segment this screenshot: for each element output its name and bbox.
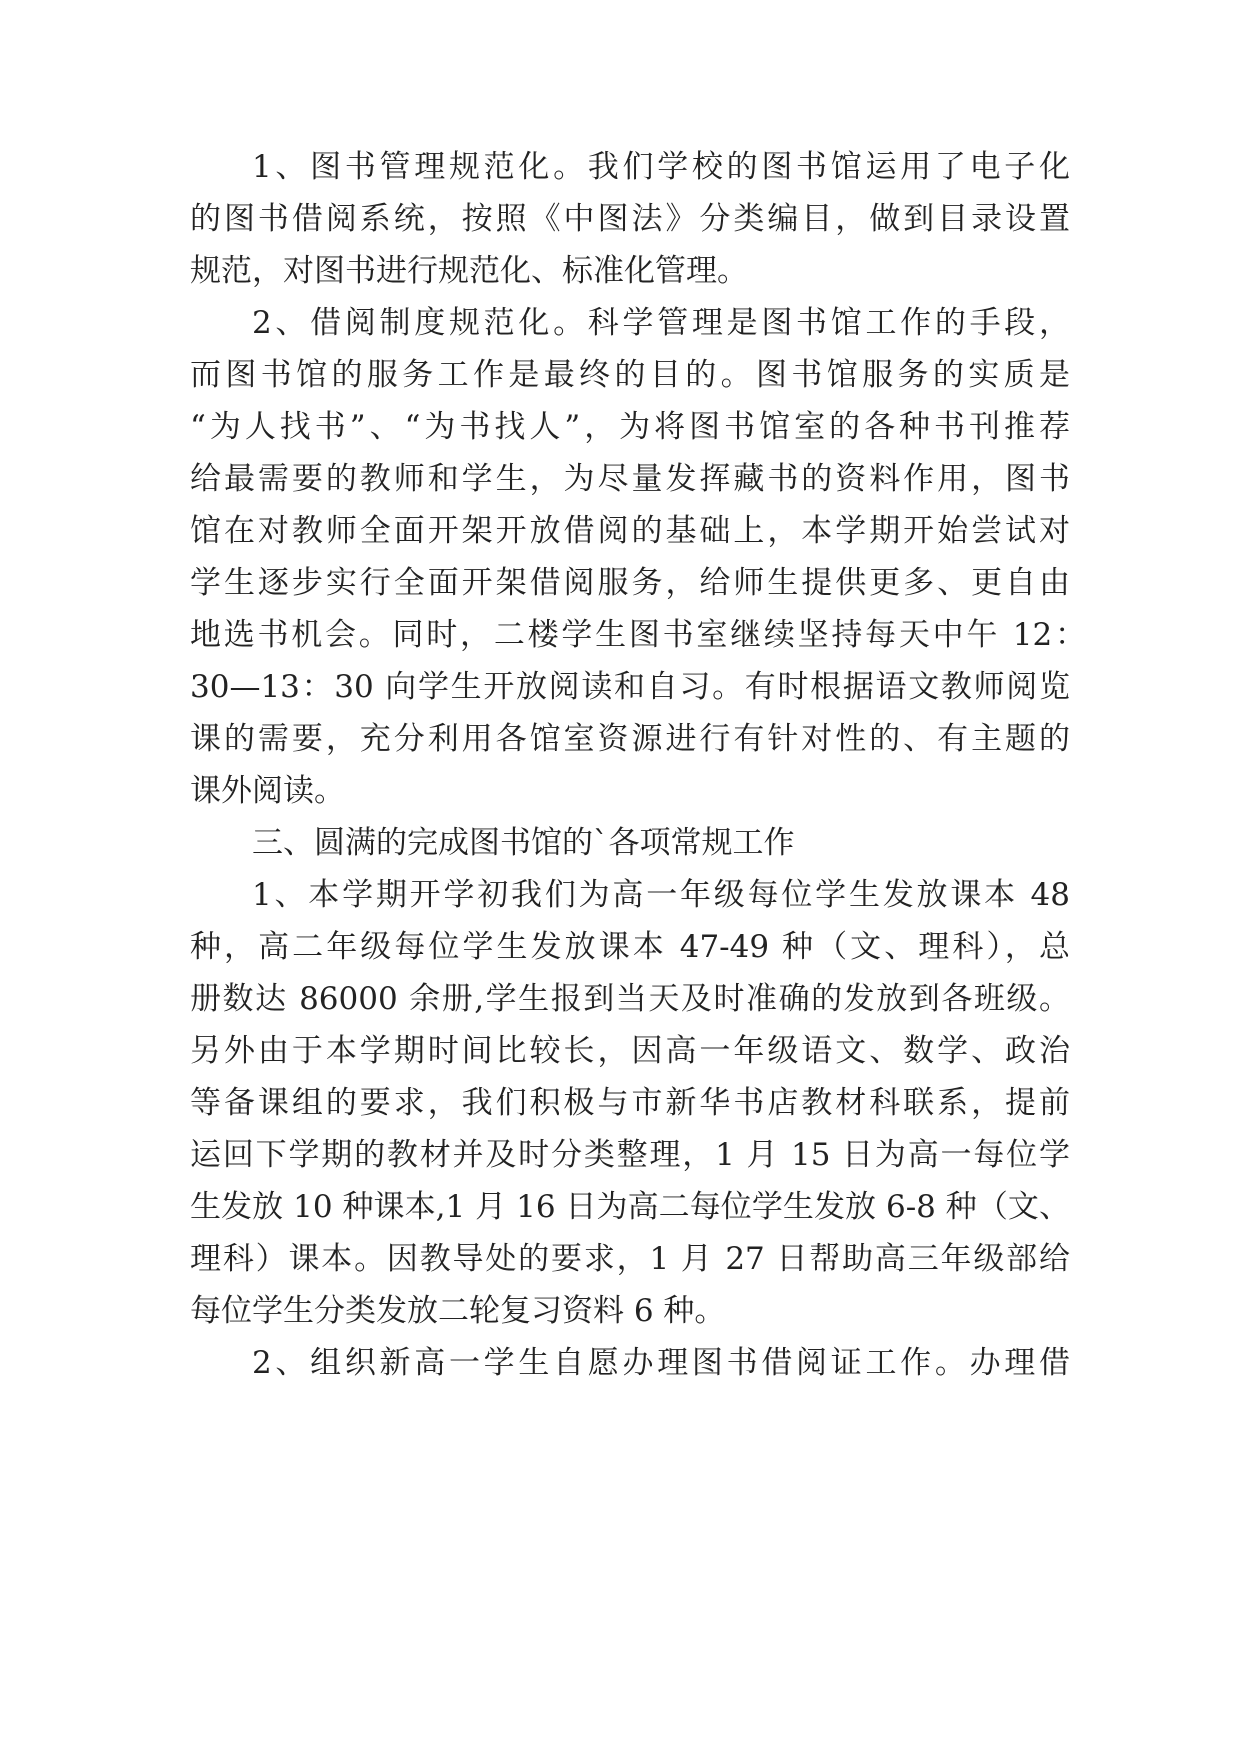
paragraph-line: 的图书借阅系统，按照《中图法》分类编目，做到目录设置: [190, 201, 1070, 237]
paragraph-line: 30—13：30 向学生开放阅读和自习。有时根据语文教师阅览: [190, 669, 1070, 705]
paragraph-line: 2、借阅制度规范化。科学管理是图书馆工作的手段，: [252, 305, 1070, 341]
paragraph-line: 地选书机会。同时，二楼学生图书室继续坚持每天中午 12：: [190, 617, 1086, 653]
paragraph-line: 课的需要，充分利用各馆室资源进行有针对性的、有主题的: [190, 721, 1070, 757]
paragraph-line: 给最需要的教师和学生，为尽量发挥藏书的资料作用，图书: [190, 461, 1070, 497]
paragraph-line: 每位学生分类发放二轮复习资料 6 种。: [190, 1293, 726, 1329]
paragraph-line: 理科）课本。因教导处的要求，1 月 27 日帮助高三年级部给: [190, 1241, 1070, 1277]
paragraph-line: 2、组织新高一学生自愿办理图书借阅证工作。办理借: [252, 1345, 1070, 1381]
section-heading: 三、圆满的完成图书馆的`各项常规工作: [252, 825, 795, 861]
paragraph-line: “为人找书”、“为书找人”，为将图书馆室的各种书刊推荐: [190, 409, 1070, 445]
paragraph-line: 1、图书管理规范化。我们学校的图书馆运用了电子化: [252, 149, 1070, 185]
paragraph-line: 生发放 10 种课本,1 月 16 日为高二每位学生发放 6-8 种（文、: [190, 1189, 1070, 1225]
paragraph-line: 馆在对教师全面开架开放借阅的基础上，本学期开始尝试对: [190, 513, 1070, 549]
paragraph-line: 课外阅读。: [190, 773, 345, 809]
paragraph-line: 等备课组的要求，我们积极与市新华书店教材科联系，提前: [190, 1085, 1070, 1121]
paragraph-line: 册数达 86000 余册,学生报到当天及时准确的发放到各班级。: [190, 981, 1070, 1017]
paragraph-line: 规范，对图书进行规范化、标准化管理。: [190, 253, 748, 289]
paragraph-line: 学生逐步实行全面开架借阅服务，给师生提供更多、更自由: [190, 565, 1070, 601]
paragraph-line: 种，高二年级每位学生发放课本 47-49 种（文、理科），总: [190, 929, 1070, 965]
paragraph-line: 运回下学期的教材并及时分类整理，1 月 15 日为高一每位学: [190, 1137, 1070, 1173]
paragraph-line: 而图书馆的服务工作是最终的目的。图书馆服务的实质是: [190, 357, 1070, 393]
paragraph-line: 另外由于本学期时间比较长，因高一年级语文、数学、政治: [190, 1033, 1070, 1069]
paragraph-line: 1、本学期开学初我们为高一年级每位学生发放课本 48: [252, 877, 1070, 913]
